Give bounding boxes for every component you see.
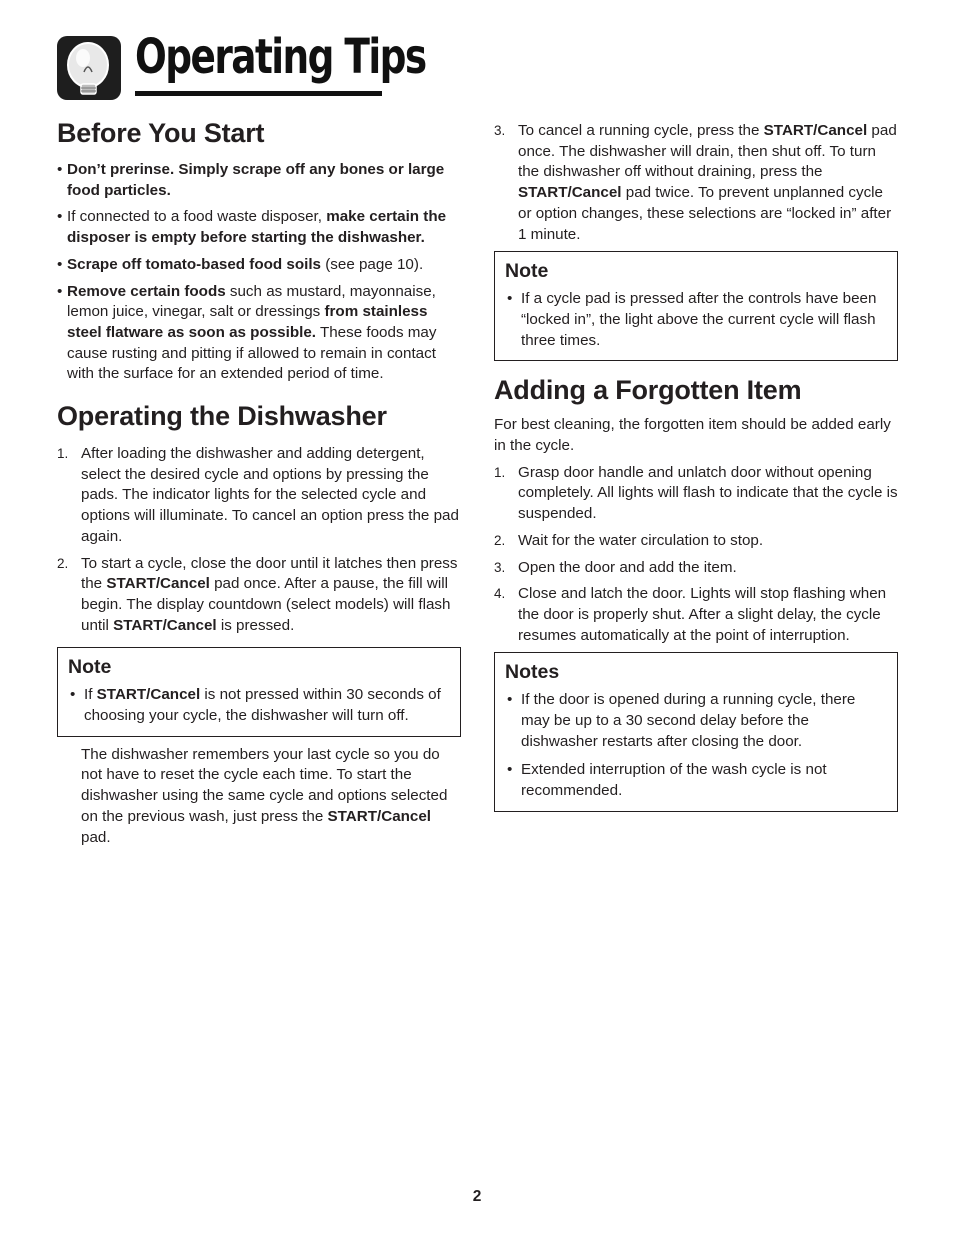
- list-item: 4. Close and latch the door. Lights will stop flashing when the door is properly shut. After a slight delay, the cycle resumes automatically at the point of interruption.: [494, 585, 887, 644]
- title-underline: [135, 91, 382, 96]
- forgotten-intro: For best cleaning, the forgotten item should be added early in the cycle.: [494, 416, 891, 455]
- lightbulb-icon: [57, 36, 121, 100]
- note-list: [505, 289, 887, 351]
- list-item: • Extended interruption of the wash cycle is not recommended.: [505, 760, 887, 801]
- forgotten-item-heading: Adding a Forgotten Item: [494, 375, 802, 406]
- notes-list: [505, 690, 887, 802]
- notes-box: [494, 652, 898, 812]
- list-item: 3. To cancel a running cycle, press the START/Cancel pad once. The dishwasher will drain, then shut off. To turn the dishwasher off without draining, press the START/Cancel pad twice. To prevent unplanned cycle or option changes, these selections are “locked in” after 1 minute.: [494, 122, 897, 243]
- list-item: • If the door is opened during a running cycle, there may be up to a 30 second delay before the dishwasher restarts after closing the door.: [505, 690, 887, 752]
- operating-steps: [57, 444, 461, 636]
- list-item: • Remove certain foods such as mustard, mayonnaise, lemon juice, vinegar, salt or dressings from stainless steel flatware as soon as possible. These foods may cause rusting and pitting if allowed to remain in contact with the surface for an extended period of time.: [57, 282, 461, 386]
- list-item: • If START/Cancel is not pressed within 30 seconds of choosing your cycle, the dishwasher will turn off.: [68, 685, 450, 726]
- right-column: [494, 121, 898, 812]
- forgotten-steps: [494, 463, 898, 647]
- list-item: 1. Grasp door handle and unlatch door without opening completely. All lights will flash to indicate that the cycle is suspended.: [494, 463, 898, 523]
- page-title: Operating Tips: [135, 29, 426, 85]
- list-item: 1. After loading the dishwasher and adding detergent, select the desired cycle and options by pressing the pads. The indicator lights for the selected cycle and options will illuminate. To cancel an option press the pad again.: [57, 445, 459, 545]
- notes-heading: Notes: [505, 661, 560, 684]
- list-item: • Scrape off tomato-based food soils (see page 10).: [57, 255, 461, 276]
- before-you-start-list: [57, 160, 461, 385]
- note-list: [68, 685, 450, 726]
- operating-steps-continued: [494, 121, 898, 245]
- left-column: [57, 118, 461, 848]
- note-box: [494, 251, 898, 361]
- before-you-start-heading: Before You Start: [57, 118, 265, 148]
- page-number: 2: [472, 1188, 482, 1205]
- note-heading: Note: [505, 260, 549, 283]
- list-item: • If connected to a food waste disposer, make certain the disposer is empty before starting the dishwasher.: [57, 207, 461, 248]
- list-item: 2. Wait for the water circulation to stop.: [494, 531, 764, 549]
- list-item: • If a cycle pad is pressed after the controls have been “locked in”, the light above the current cycle will flash three times.: [505, 289, 887, 351]
- page-header: [57, 29, 426, 100]
- list-item: 2. To start a cycle, close the door until it latches then press the START/Cancel pad once. After a pause, the fill will begin. The display countdown (select models) will flash until START/Cancel is pressed.: [57, 554, 458, 634]
- last-cycle-paragraph: The dishwasher remembers your last cycle so you do not have to reset the cycle each time. To start the dishwasher using the same cycle and options selected on the previous wash, just press the START/Cancel pad.: [81, 745, 448, 846]
- note-box: [57, 647, 461, 736]
- note-heading: Note: [68, 656, 112, 679]
- list-item: 3. Open the door and add the item.: [494, 558, 737, 576]
- list-item: • Don’t prerinse. Simply scrape off any bones or large food particles.: [57, 160, 461, 201]
- operating-heading: Operating the Dishwasher: [57, 401, 387, 432]
